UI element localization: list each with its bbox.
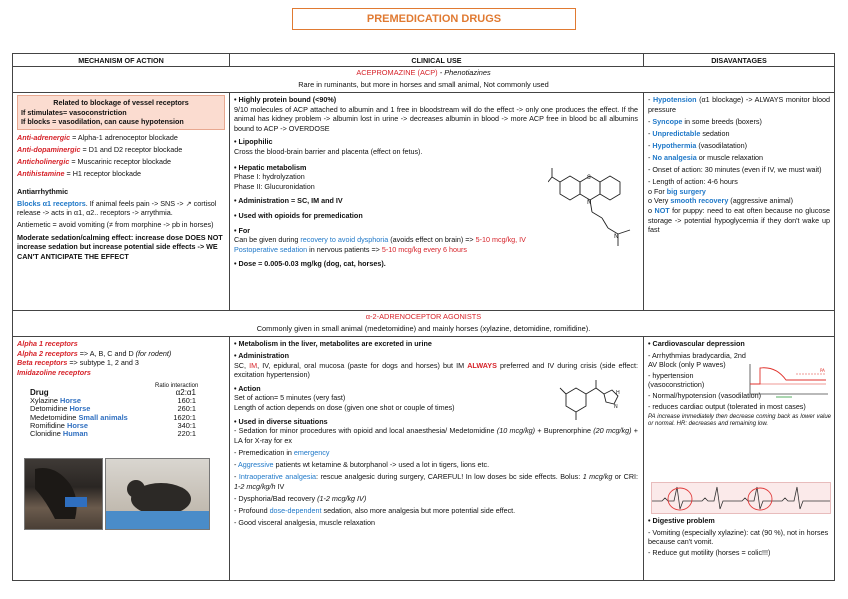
- recovery-line: Can be given during recovery to avoid dysphoria (avoids effect on brain) => 5-10 mcg/kg, IV: [234, 235, 526, 245]
- graph-pa-label: PA: [820, 368, 825, 373]
- lipophilic-detail: Cross the blood-brain barrier and placenta (effect on fetus).: [234, 146, 423, 156]
- effect-line: Anti-dopaminergic = D1 and D2 receptor blockade: [17, 144, 183, 154]
- arrhythmias: - Arrhythmias bradycardia, 2nd AV Block (only P waves): [648, 350, 746, 370]
- box-line: If stimulates= vasoconstriction: [21, 107, 127, 117]
- postop-line: Postoperative sedation in nervous patients => 5-10 mcg/kg every 6 hours: [234, 244, 467, 254]
- header-mechanism: MECHANISM OF ACTION: [78, 56, 164, 65]
- ecg-strip: [651, 482, 831, 514]
- drug-header: Drug: [30, 388, 49, 397]
- drug-name: Clonidine Human: [30, 429, 88, 439]
- a2-subtitle: Commonly given in small animal (medetomidine) and mainly horses (xylazine, detomidine, romifidine).: [256, 324, 591, 333]
- digestive: • Digestive problem: [648, 516, 715, 525]
- acp-title: [13, 68, 834, 78]
- divider: [834, 53, 835, 581]
- acp-disadvantages: [648, 95, 830, 237]
- acp-class: - Phenotiazines: [437, 68, 491, 77]
- acp-subtitle: Rare in ruminants, but more in horses and small animal, Not commonly used: [298, 80, 549, 89]
- protein: • Highly protein bound (<90%): [234, 95, 337, 104]
- dis-hypotension: - Hypotension (α1 blockage) -> ALWAYS monitor blood pressure: [648, 95, 831, 114]
- effect-line: Anti-adrenergic = Alpha-1 adrenoceptor blockade: [17, 132, 178, 142]
- visceral: - Good visceral analgesia, muscle relaxation: [234, 518, 376, 527]
- hypertension: - hypertension (vasoconstriction): [648, 370, 705, 390]
- alpha2-line: Alpha 2 receptors => A, B, C and D (for rodent): [17, 348, 172, 358]
- divider: [12, 310, 835, 311]
- horse-photo: [24, 458, 103, 530]
- profound: - Profound dose-dependent sedation, also more analgesia but more potential side effect.: [234, 505, 516, 515]
- phase2: Phase II: Glucuronidation: [234, 181, 315, 191]
- svg-text:N: N: [587, 199, 592, 206]
- blood-pressure-graph: [746, 360, 830, 400]
- drug-ratio: 340:1: [177, 420, 196, 430]
- dis-big: o For big surgery: [648, 186, 706, 196]
- beta-line: Beta receptors => subtype 1, 2 and 3: [17, 358, 139, 368]
- minor: - Sedation for minor procedures with opioid and local anaesthesia/ Medetomidine (10 mcg/kg) + Buprenorphine (20 mcg/kg) + LA for X-ray for ex: [234, 426, 638, 445]
- diverse: • Used in diverse situations: [234, 416, 328, 426]
- dis-onset: - Onset of action: 30 minutes (even if IV, we must wait): [648, 165, 822, 175]
- antiarrhythmic: Antiarrhythmic: [17, 186, 69, 196]
- divider: [643, 92, 644, 311]
- admin-detail: SC, IM, IV, epidural, oral mucosa (paste for dogs and horses) but IM ALWAYS preferred and IV during crisis (side effect: excitation hypertension): [234, 360, 638, 380]
- dis-hypothermia: - Hypothermia (vasodilatation): [648, 140, 748, 150]
- ratio-table: [28, 389, 198, 438]
- lipophilic: • Lipophilic: [234, 137, 273, 147]
- pa-note: PA increase immediately then decrease coming back as lower value or normal. HR: decreases and remaining low.: [648, 413, 831, 428]
- dis-length: - Length of action: 4-6 hours: [648, 177, 738, 187]
- page-title: PREMEDICATION DRUGS: [292, 8, 576, 30]
- drug-ratio: 260:1: [177, 404, 196, 414]
- detomidine-structure-icon: [558, 376, 638, 426]
- ratio-header: α2:α1: [175, 388, 196, 397]
- dis-noanalgesia: - No analgesia or muscle relaxation: [648, 152, 764, 162]
- drug-name: Medetomidine Small animals: [30, 412, 128, 422]
- divider: [12, 53, 835, 54]
- action: • Action: [234, 383, 261, 393]
- dose: • Dose = 0.005-0.03 mg/kg (dog, cat, horses).: [234, 259, 386, 269]
- for: • For: [234, 225, 251, 235]
- antiemetic: Antiemetic = avoid vomiting (≠ from morphine -> pb in horses): [17, 220, 214, 230]
- drug-name: Detomidine Horse: [30, 404, 91, 414]
- dis-unpredictable: - Unpredictable sedation: [648, 128, 730, 138]
- dysphoria: - Dysphoria/Bad recovery (1-2 mcg/kg IV): [234, 493, 367, 503]
- effect-line: Antihistamine = H1 receptor blockade: [17, 169, 142, 179]
- cat-photo: [105, 458, 210, 530]
- divider: [229, 336, 230, 581]
- sedation: Moderate sedation/calming effect: increase dose DOES NOT increase sedation but increase potential side effects -> WE CAN'T ANTICIPATE THE EFFECT: [17, 232, 223, 261]
- metabolism: • Metabolism in the liver, metabolites are excreted in urine: [234, 339, 432, 348]
- header-clinical: CLINICAL USE: [411, 56, 462, 65]
- normal: - Normal/hypotension (vasodilation): [648, 390, 762, 400]
- header-disadvantages: DISAVANTAGES: [711, 56, 767, 65]
- receptor-box: [17, 95, 225, 130]
- drug-ratio: 160:1: [177, 396, 196, 406]
- divider: [12, 336, 835, 337]
- ratio-label: Ratio interaction: [155, 383, 199, 389]
- drug-ratio: 1620:1: [173, 412, 196, 422]
- a2-clinical: [234, 339, 638, 530]
- divider: [12, 66, 835, 67]
- divider: [643, 336, 644, 581]
- svg-text:N: N: [614, 233, 619, 240]
- admin: • Administration = SC, IM and IV: [234, 196, 343, 206]
- protein-detail: 9/10 molecules of ACP attached to albumin and 1 free in bloodstream will do the effect -> only one produces the effect. If the animal has kidney problem -> albumin lost in urine -> decreases albumin in blood -> more ACP free in blood bc all albumins bound to ACP -> OVERDOSE: [234, 104, 638, 133]
- receptor-box-title: Related to blockage of vessel receptors: [53, 98, 189, 107]
- length: Length of action depends on dose (given one shot or couple of times): [234, 403, 455, 413]
- reduces: - reduces cardiac output (tolerated in most cases): [648, 401, 806, 411]
- vomit: - Vomiting (especially xylazine): cat (90 %), not in horses because can't vomit.: [648, 527, 829, 547]
- divider: [12, 580, 835, 581]
- blocks-line: Blocks α1 receptors. If animal feels pain -> SNS -> ↗ cortisol release -> acts in α1, α2.. receptors -> arrythmia.: [17, 198, 217, 218]
- onset: Set of action= 5 minutes (very fast): [234, 393, 346, 403]
- premed: - Premedication in emergency: [234, 447, 330, 457]
- a2-title: [13, 312, 834, 322]
- imidazoline: Imidazoline receptors: [17, 367, 91, 377]
- a2-mechanism: [17, 339, 225, 377]
- hepatic: • Hepatic metabolism: [234, 162, 307, 172]
- acp-mechanism: [17, 95, 225, 264]
- admin: • Administration: [234, 351, 289, 361]
- digestive-block: [648, 516, 831, 560]
- drug-name: Romifidine Horse: [30, 420, 88, 430]
- alpha1: Alpha 1 receptors: [17, 339, 78, 348]
- intraop: - Intraoperative analgesia: rescue analgesic during surgery, CAREFUL! In low doses bc side effects. Bolus: 1 mcg/kg or CRI: 1-2 mcg/kg/h IV: [234, 472, 638, 491]
- dis-smooth: o Very smooth recovery (aggressive animal): [648, 196, 794, 206]
- dis-syncope: - Syncope in some breeds (boxers): [648, 116, 762, 126]
- divider: [12, 92, 835, 93]
- aggressive: - Aggressive patients wt ketamine & butorphanol -> used a lot in tigers, lions etc.: [234, 460, 490, 470]
- svg-text:N: N: [614, 404, 618, 410]
- acepromazine-structure-icon: [548, 152, 640, 262]
- acp-name: ACEPROMAZINE (ACP): [356, 68, 438, 77]
- svg-text:H: H: [616, 390, 620, 396]
- phase1: Phase I: hydrolyzation: [234, 172, 305, 182]
- effect-line: Anticholinergic = Muscarinic receptor blockade: [17, 156, 171, 166]
- a2-name: α-2-ADRENOCEPTOR AGONISTS: [365, 312, 482, 321]
- box-line: If blocks = vasodilation, can cause hypotension: [21, 117, 184, 127]
- gut: - Reduce gut motility (horses = colic!!!): [648, 547, 771, 557]
- opioids: • Used with opioids for premedication: [234, 210, 363, 220]
- dis-not: o NOT for puppy: need to eat often because no glucose storage -> potential hypoglycemia if they don't wake up fast: [648, 205, 830, 235]
- drug-ratio: 220:1: [177, 429, 196, 439]
- cardio: • Cardiovascular depression: [648, 339, 745, 348]
- drug-row: [28, 430, 198, 438]
- svg-text:S: S: [587, 174, 591, 181]
- divider: [229, 92, 230, 311]
- drug-name: Xylazine Horse: [30, 396, 81, 406]
